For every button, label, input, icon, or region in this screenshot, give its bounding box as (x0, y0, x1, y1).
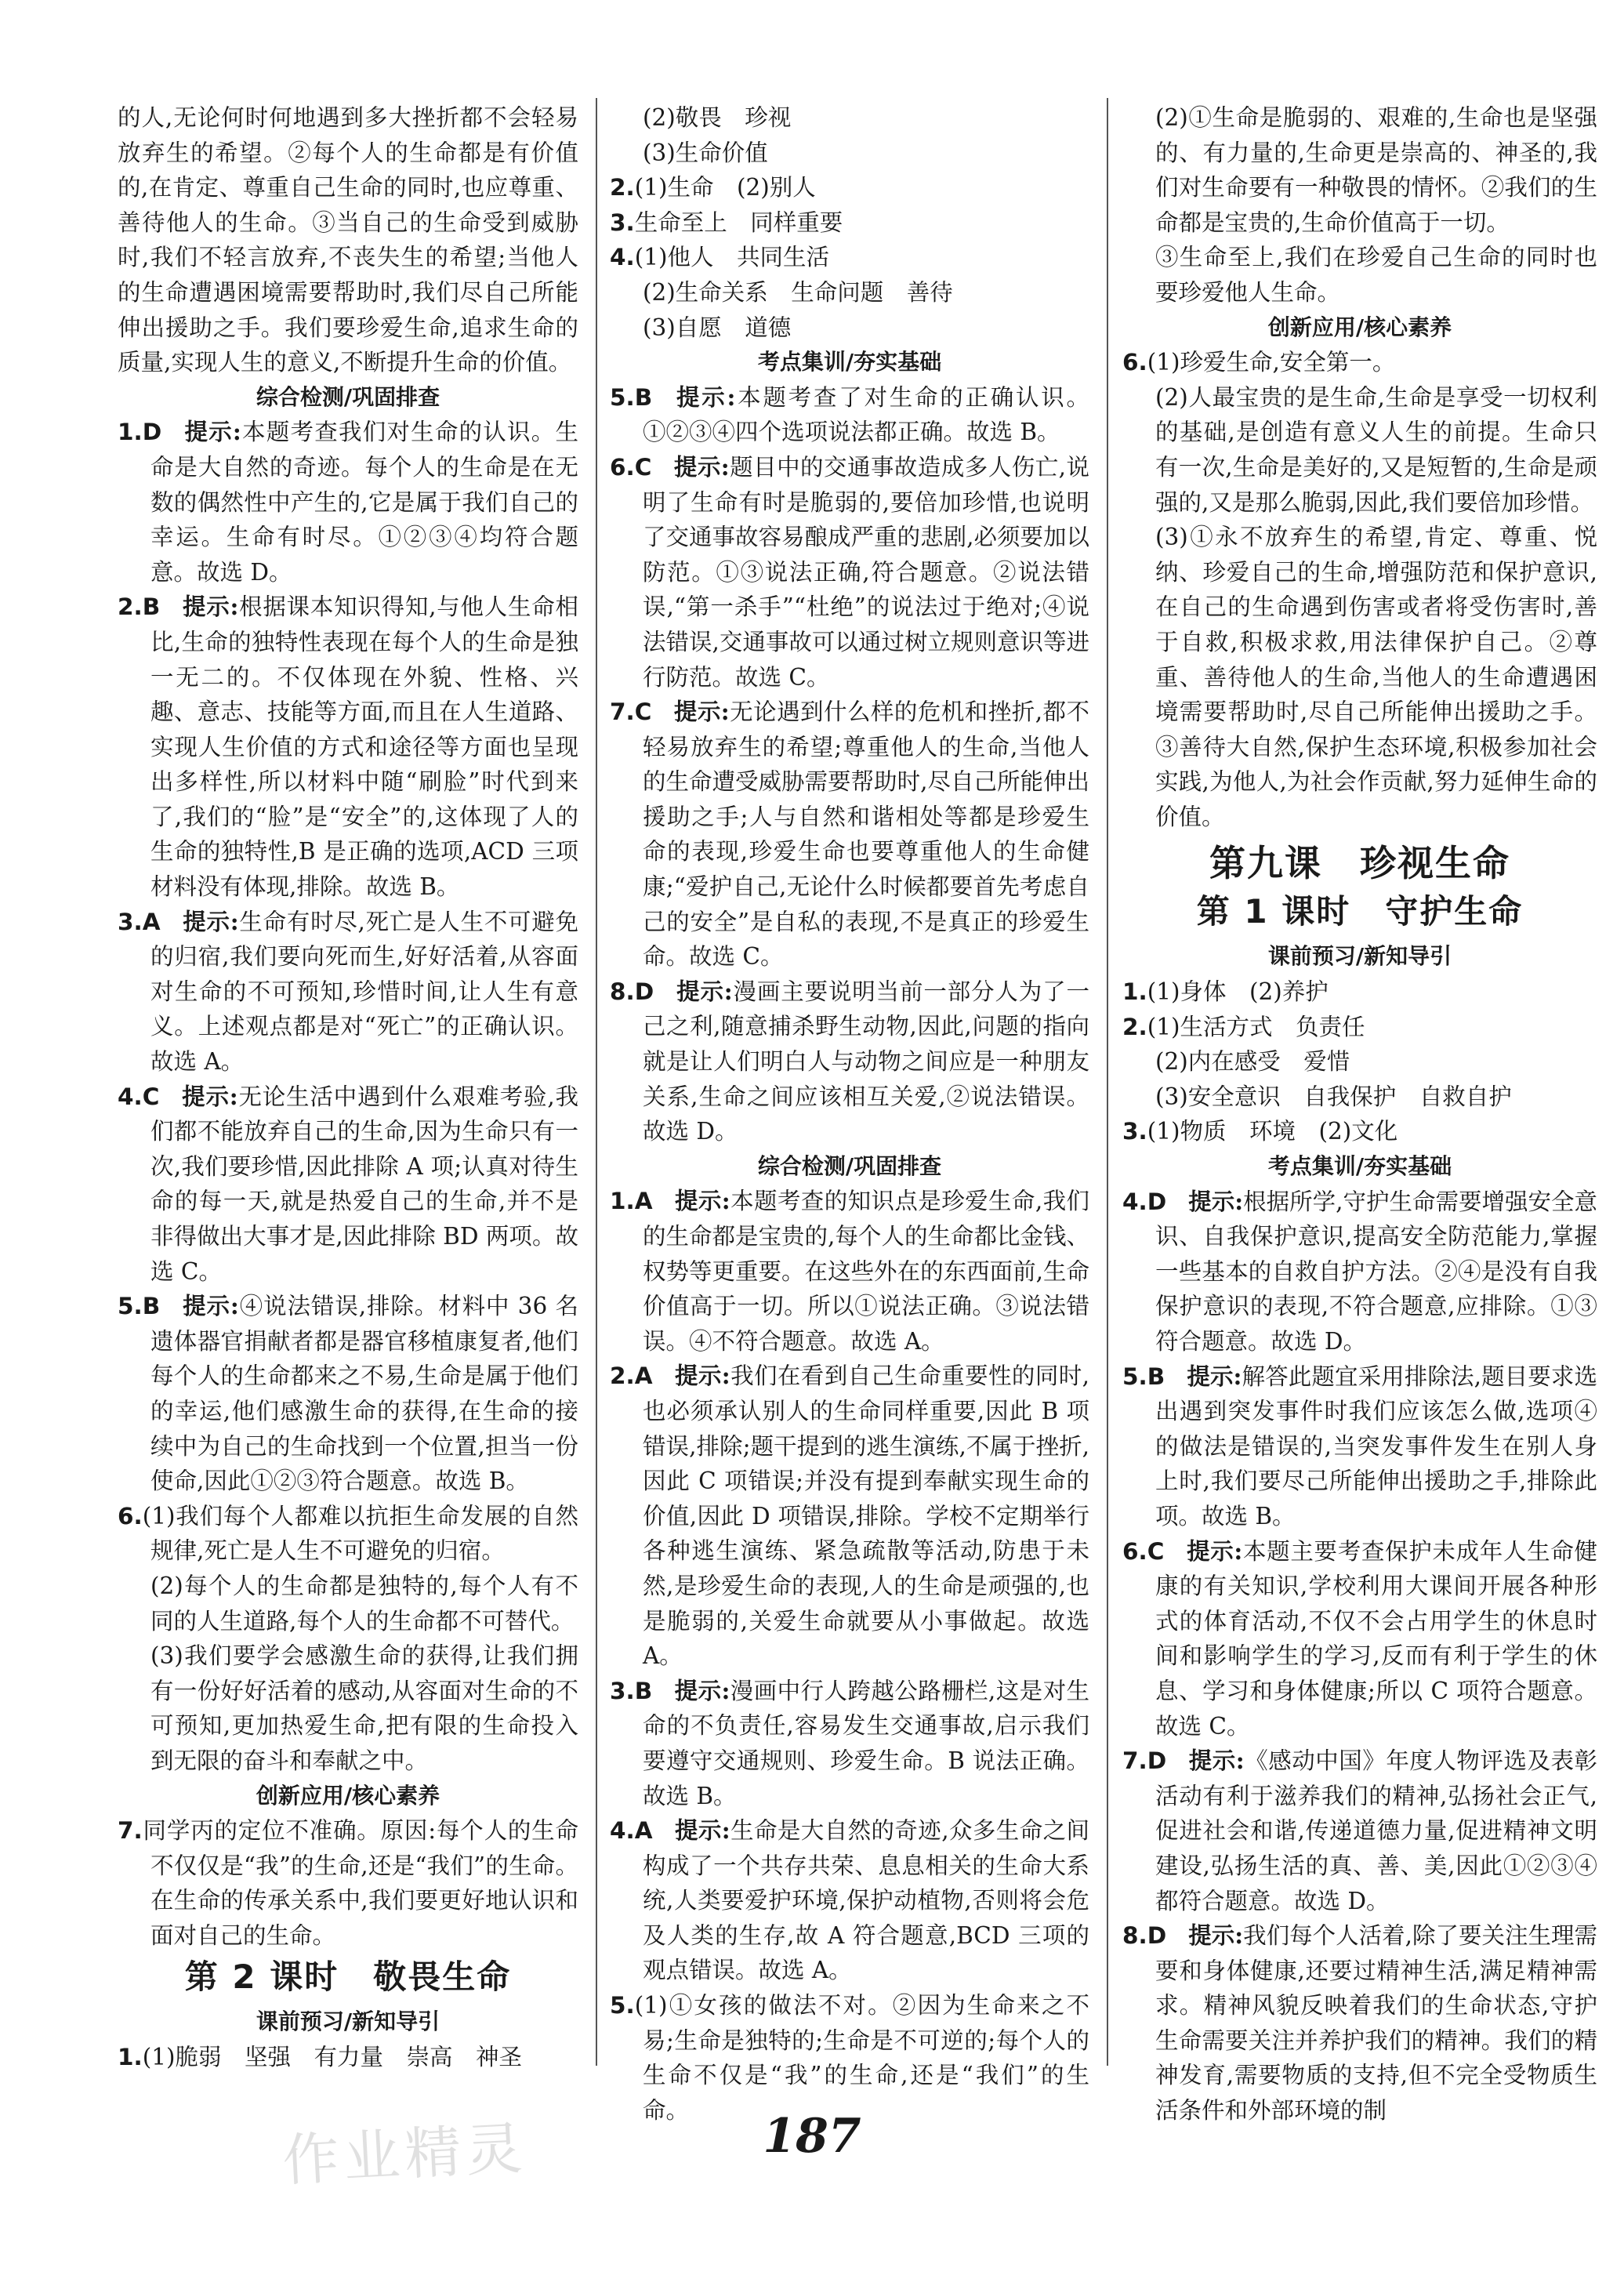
lesson-title: 第 2 课时 敬畏生命 (184, 1958, 512, 1997)
answer-subitem: (2)人最宝贵的是生命,生命是享受一切权利的基础,是创造有意义人生的前提。生命只有一次,生命是美好的,又是短暂的,生命是顽强的,又是那么脆弱,因此,我们要倍加珍惜。 (1155, 383, 1597, 516)
answer-item: 2.A 提示:我们在看到自己生命重要性的同时,也必须承认别人的生命同样重要,因此 B 项错误,排除;题干提到的逃生演练,不属于挫折,因此 C 项错误;并没有提到奉献实现生命的价值,因此 D 项错误,排除。学校不定期举行各种逃生演练、紧急疏散等活动,防患于未然,是珍爱生命的表现,人的生命是顽强的,也是脆弱的,关爱生命就要从小事做起。故选 A。 (610, 1362, 1089, 1670)
answer-item: 4.D 提示:根据所学,守护生命需要增强安全意识、自我保护意识,提高安全防范能力,掌握一些基本的自救自护方法。②④是没有自我保护意识的表现,不符合题意,应排除。①③符合题意。故选 D。 (1122, 1187, 1598, 1355)
answer-item: 5.(1)①女孩的做法不对。②因为生命来之不易;生命是独特的;生命是不可逆的;每个人的生命不仅是“我”的生命,还是“我们”的生命。 (610, 1992, 1089, 2124)
answer-item: 3.(1)物质 环境 (2)文化 (1122, 1118, 1398, 1145)
section-heading: 创新应用/核心素养 (256, 1782, 440, 1809)
answer-subitem: (2)每个人的生命都是独特的,每个人有不同的人生道路,每个人的生命都不可替代。 (150, 1572, 578, 1635)
section-heading: 综合检测/巩固排查 (256, 383, 440, 410)
answer-item: 1.D 提示:本题考查我们对生命的认识。生命是大自然的奇迹。每个人的生命是在无数的偶然性中产生的,它是属于我们自己的幸运。生命有时尽。①②③④均符合题意。故选 D。 (118, 418, 578, 586)
section-heading: 课前预习/新知导引 (256, 2008, 440, 2035)
column-middle (610, 100, 1089, 2128)
answer-item: 6.(1)我们每个人都难以抗拒生命发展的自然规律,死亡是人生不可避免的归宿。 (118, 1502, 578, 1565)
section-heading: 考点集训/夯实基础 (757, 349, 942, 376)
answer-item: 5.B 提示:本题考查了对生命的正确认识。①②③④四个选项说法都正确。故选 B。 (610, 383, 1089, 446)
answer-item: 2.(1)生命 (2)别人 (610, 174, 816, 201)
answer-item: 2.B 提示:根据课本知识得知,与他人生命相比,生命的独特性表现在每个人的生命是独一无二的。不仅体现在外貌、性格、兴趣、意志、技能等方面,而且在人生道路、实现人生价值的方式和途径等方面也呈现出多样性,所以材料中随“刷脸”时代到来了,我们的“脸”是“安全”的,这体现了人的生命的独特性,B 是正确的选项,ACD 三项材料没有体现,排除。故选 B。 (118, 593, 578, 901)
answer-item: 3.生命至上 同样重要 (610, 209, 843, 236)
column-right (1122, 100, 1597, 2128)
answer-item: 1.(1)脆弱 坚强 有力量 崇高 神圣 (118, 2044, 523, 2071)
lesson-title: 第 1 课时 守护生命 (1196, 892, 1524, 931)
answer-item: 5.B 提示:解答此题宜采用排除法,题目要求选出遇到突发事件时我们应该怎么做,选项④的做法是错误的,当突发事件发生在别人身上时,我们要尽己所能伸出援助之手,排除此项。故选 B。 (1122, 1362, 1597, 1529)
answer-subitem: (3)安全意识 自我保护 自救自护 (1155, 1083, 1512, 1110)
answer-item: 3.A 提示:生命有时尽,死亡是人生不可避免的归宿,我们要向死而生,好好活着,从容面对生命的不可预知,珍惜时间,让人生有意义。上述观点都是对“死亡”的正确认识。故选 A。 (118, 907, 578, 1076)
answer-item: 7.C 提示:无论遇到什么样的危机和挫折,都不轻易放弃生的希望;尊重他人的生命,当他人的生命遭受威胁需要帮助时,尽自己所能伸出援助之手;人与自然和谐相处等都是珍爱生命的表现,珍爱生命也要尊重他人的生命健康;“爱护自己,无论什么时候都要首先考虑自己的安全”是自私的表现,不是真正的珍爱生命。故选 C。 (610, 698, 1089, 971)
answer-subitem: (2)生命关系 生命问题 善待 (643, 278, 953, 306)
answer-subitem: ③生命至上,我们在珍爱自己生命的同时也要珍爱他人生命。 (1155, 244, 1597, 306)
chapter-title: 第九课 珍视生命 (1209, 842, 1510, 885)
page-number: 187 (763, 2109, 861, 2164)
section-heading: 考点集训/夯实基础 (1267, 1153, 1452, 1180)
answer-item: 3.B 提示:漫画中行人跨越公路栅栏,这是对生命的不负责任,容易发生交通事故,启示我们要遵守交通规则、珍爱生命。B 说法正确。故选 B。 (610, 1676, 1089, 1809)
answer-subitem: (3)我们要学会感激生命的获得,让我们拥有一份好好活着的感动,从容面对生命的不可预知,更加热爱生命,把有限的生命投入到无限的奋斗和奉献之中。 (150, 1642, 578, 1774)
answer-item: 4.(1)他人 共同生活 (610, 244, 830, 271)
column-left (118, 100, 578, 2075)
answer-item: 8.D 提示:漫画主要说明当前一部分人为了一己之利,随意捕杀野生动物,因此,问题的指向就是让人们明白人与动物之间应是一种朋友关系,生命之间应该相互关爱,②说法错误。故选 D。 (610, 977, 1089, 1145)
answer-subitem: (2)①生命是脆弱的、艰难的,生命也是坚强的、有力量的,生命更是崇高的、神圣的,我们对生命要有一种敬畏的情怀。②我们的生命都是宝贵的,生命价值高于一切。 (1155, 104, 1597, 236)
section-heading: 综合检测/巩固排查 (757, 1152, 942, 1179)
watermark: 作业精灵 (281, 2114, 529, 2194)
answer-subitem: (3)自愿 道德 (643, 314, 792, 341)
answer-subitem: (3)生命价值 (643, 139, 768, 166)
section-heading: 创新应用/核心素养 (1267, 314, 1452, 340)
answer-item: 5.B 提示:④说法错误,排除。材料中 36 名遗体器官捐献者都是器官移植康复者,他们每个人的生命都来之不易,生命是属于他们的幸运,他们感激生命的获得,在生命的接续中为自己的生命找到一个位置,担当一份使命,因此①②③符合题意。故选 B。 (118, 1292, 579, 1495)
answer-item: 4.C 提示:无论生活中遇到什么艰难考验,我们都不能放弃自己的生命,因为生命只有一次,我们要珍惜,因此排除 A 项;认真对待生命的每一天,就是热爱自己的生命,并不是非得做出大事才是,因此排除 BD 两项。故选 C。 (118, 1082, 578, 1285)
paragraph: 的人,无论何时何地遇到多大挫折都不会轻易放弃生的希望。②每个人的生命都是有价值的,在肯定、尊重自己生命的同时,也应尊重、善待他人的生命。③当自己的生命受到威胁时,我们不轻言放弃,不丧失生的希望;当他人的生命遭遇困境需要帮助时,我们尽自己所能伸出援助之手。我们要珍爱生命,追求生命的质量,实现人生的意义,不断提升生命的价值。 (118, 104, 578, 376)
answer-item: 6.C 提示:题目中的交通事故造成多人伤亡,说明了生命有时是脆弱的,要倍加珍惜,也说明了交通事故容易酿成严重的悲剧,必须要加以防范。①③说法正确,符合题意。②说法错误,“第一杀手”“杜绝”的说法过于绝对;④说法错误,交通事故可以通过树立规则意识等进行防范。故选 C。 (610, 452, 1089, 691)
answer-item: 6.C 提示:本题主要考查保护未成年人生命健康的有关知识,学校利用大课间开展各种形式的体育活动,不仅不会占用学生的休息时间和影响学生的学习,反而有利于学生的休息、学习和身体健康;所以 C 项符合题意。故选 C。 (1122, 1537, 1597, 1740)
section-heading: 课前预习/新知导引 (1267, 943, 1452, 970)
answer-item: 7.同学丙的定位不准确。原因:每个人的生命不仅仅是“我”的生命,还是“我们”的生命。在生命的传承关系中,我们要更好地认识和面对自己的生命。 (118, 1817, 578, 1949)
column-divider (1107, 98, 1108, 2066)
answer-item: 1.(1)身体 (2)养护 (1122, 978, 1329, 1006)
column-divider (596, 98, 597, 2066)
answer-item: 2.(1)生活方式 负责任 (1122, 1013, 1365, 1040)
answer-item: 1.A 提示:本题考查的知识点是珍爱生命,我们的生命都是宝贵的,每个人的生命都比金钱、权势等更重要。在这些外在的东西面前,生命价值高于一切。所以①说法正确。③说法错误。④不符合题意。故选 A。 (610, 1187, 1089, 1355)
answer-item: 7.D 提示:《感动中国》年度人物评选及表彰活动有利于滋养我们的精神,弘扬社会正气,促进社会和谐,传递道德力量,促进精神文明建设,弘扬生活的真、善、美,因此①②③④都符合题意。故选 D。 (1122, 1747, 1597, 1914)
answer-subitem: (2)敬畏 珍视 (643, 104, 792, 131)
answer-item: 8.D 提示:我们每个人活着,除了要关注生理需要和身体健康,还要过精神生活,满足精神需求。精神风貌反映着我们的生命状态,守护生命需要关注并养护我们的精神。我们的精神发育,需要物质的支持,但不完全受物质生活条件和外部环境的制 (1122, 1921, 1598, 2125)
answer-item: 6.(1)珍爱生命,安全第一。 (1122, 349, 1396, 376)
answer-subitem: (3)①永不放弃生的希望,肯定、尊重、悦纳、珍爱自己的生命,增强防范和保护意识,在自己的生命遇到伤害或者将受伤害时,善于自救,积极求救,用法律保护自己。②尊重、善待他人的生命,当他人的生命遭遇困境需要帮助时,尽自己所能伸出援助之手。③善待大自然,保护生态环境,积极参加社会实践,为他人,为社会作贡献,努力延伸生命的价值。 (1155, 524, 1597, 830)
answer-subitem: (2)内在感受 爱惜 (1155, 1048, 1350, 1076)
answer-item: 4.A 提示:生命是大自然的奇迹,众多生命之间构成了一个共存共荣、息息相关的生命大系统,人类要爱护环境,保护动植物,否则将会危及人类的生存,故 A 符合题意,BCD 三项的观点错误。故选 A。 (610, 1816, 1089, 1984)
